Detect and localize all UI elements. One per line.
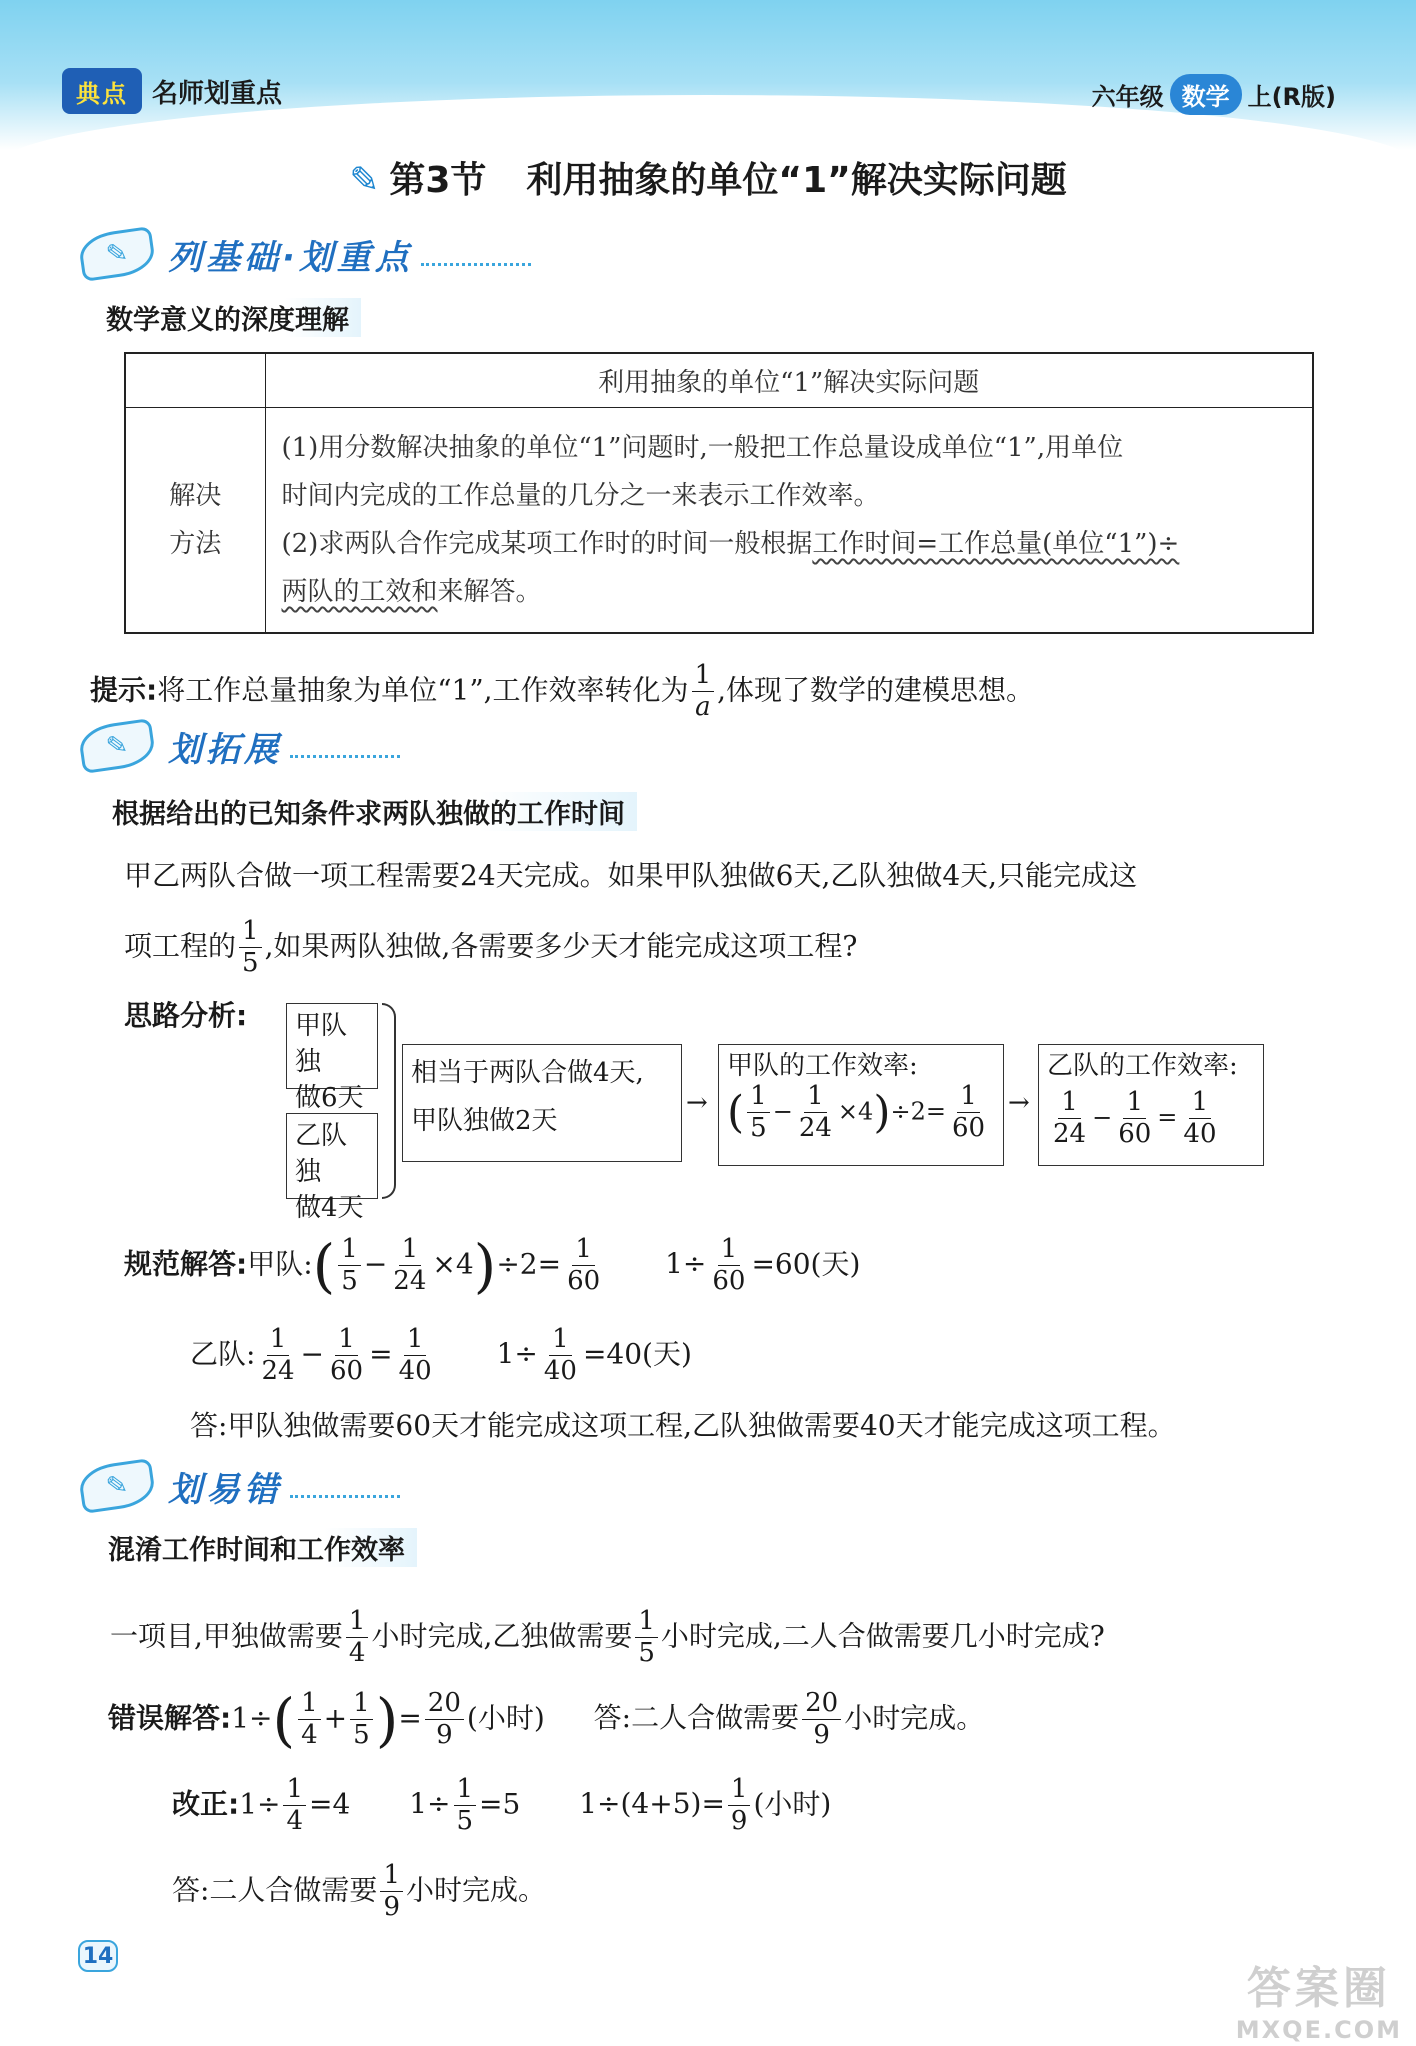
section-title-text: 利用抽象的单位“1”解决实际问题 [526, 160, 1067, 201]
table-body [265, 407, 1313, 633]
section-title [0, 152, 1416, 203]
bar-extension-label: 划拓展 [168, 729, 282, 770]
method-formula-part2: 两队的工效和 [281, 576, 438, 607]
table-side-label [125, 407, 265, 633]
tip-text: 将工作总量抽象为单位“1”,工作效率转化为 [157, 673, 689, 707]
table-corner [125, 353, 265, 407]
edition-label: 上(R版) [1247, 83, 1336, 111]
brand-logo: 典点 [62, 68, 142, 114]
solution-line-a: 规范解答:甲队:( $\frac{1}{5}$ − $\frac{1}{24}$ ×4)÷2= $\frac{1}{60}$ 1÷ $\frac{1}{60}$ =60(天) [124, 1231, 861, 1300]
brace-connector [382, 1003, 396, 1199]
analysis-label: 思路分析: [124, 999, 248, 1032]
grade-label: 六年级 [1091, 83, 1164, 111]
brand-text: 名师划重点 [152, 78, 283, 109]
bar-mistakes [80, 1460, 400, 1512]
method-line4 [282, 568, 1299, 616]
box-team-b: 乙队独 做4天 [286, 1113, 378, 1199]
box-efficiency-a: 甲队的工作效率: ( $\frac{1}{5}$ − $\frac{1}{24}$ ×4)÷2= $\frac{1}{60}$ [718, 1044, 1004, 1166]
side-label-line2: 方法 [169, 528, 222, 559]
method-line3-prefix: (2)求两队合作完成某项工作时的时间一般根据 [281, 528, 813, 559]
notebook-icon: ✎ [77, 1458, 157, 1514]
table-header: 利用抽象的单位“1”解决实际问题 [265, 353, 1313, 407]
solution-line-b: 乙队: $\frac{1}{24}$ − $\frac{1}{60}$ = $\frac{1}{40}$ 1÷ $\frac{1}{40}$ =40(天) [190, 1324, 692, 1387]
section-number: 第3节 [389, 160, 487, 201]
mistakes-subheading: 混淆工作时间和工作效率 [108, 1528, 417, 1567]
method-line2: 时间内完成的工作总量的几分之一来表示工作效率。 [281, 480, 880, 511]
method-line4-suffix: 来解答。 [437, 576, 542, 607]
bar-extension [80, 720, 400, 772]
bar-basics [80, 228, 531, 280]
bar-tail [290, 734, 400, 758]
subject-badge: 数学 [1170, 74, 1242, 115]
basics-subheading: 数学意义的深度理解 [106, 298, 361, 337]
box-combined: 相当于两队合做4天, 甲队独做2天 [402, 1044, 682, 1162]
extension-subheading: 根据给出的已知条件求两队独做的工作时间 [112, 792, 637, 831]
brand [62, 66, 282, 116]
wrong-solution: 错误解答:1÷( $\frac{1}{4}$ + $\frac{1}{5}$ )= $\frac{20}{9}$ (小时) 答:二人合做需要 $\frac{20}{9}$ 小时完成。 [108, 1685, 985, 1754]
problem-line1: 甲乙两队合做一项工程需要24天完成。如果甲队独做6天,乙队独做4天,只能完成这 [124, 859, 1138, 892]
notebook-icon: ✎ [77, 226, 157, 282]
tip-label: 提示: [90, 673, 158, 707]
page-number: 14 [78, 1940, 118, 1972]
pen-icon: ✎ [349, 160, 380, 201]
tip-fraction: $\frac{1}{a}$ [692, 662, 715, 722]
notebook-icon: ✎ [77, 718, 157, 774]
arrow-icon: → [686, 1088, 708, 1118]
tip [90, 662, 1034, 722]
tip-end: ,体现了数学的建模思想。 [717, 673, 1035, 707]
method-line1: (1)用分数解决抽象的单位“1”问题时,一般把工作总量设成单位“1”,用单位 [281, 432, 1124, 463]
side-label-line1: 解决 [169, 480, 222, 511]
method-formula-part1: 工作时间=工作总量(单位“1”)÷ [812, 528, 1180, 559]
efficiency-a-formula: ( $\frac{1}{5}$ − $\frac{1}{24}$ ×4)÷2= $\frac{1}{60}$ [727, 1081, 986, 1144]
problem-line2: 项工程的 $\frac{1}{5}$ ,如果两队独做,各需要多少天才能完成这项工程? [124, 916, 858, 979]
method-line3 [282, 520, 1299, 568]
bar-tail [290, 1474, 400, 1498]
efficiency-b-formula: $\frac{1}{24}$ − $\frac{1}{60}$ = $\frac{1}{40}$ [1053, 1087, 1217, 1150]
bar-mistakes-label: 划易错 [168, 1469, 282, 1510]
bar-tail [421, 242, 531, 266]
corrected-solution: 改正:1÷ $\frac{1}{4}$ =4 1÷ $\frac{1}{5}$ =5 1÷(4+5)= $\frac{1}{9}$ (小时) [172, 1774, 832, 1837]
arrow-icon: → [1008, 1088, 1030, 1118]
problem-fraction: $\frac{1}{5}$ [239, 918, 262, 978]
grade-info [1092, 74, 1336, 115]
box-team-a: 甲队独 做6天 [286, 1003, 378, 1089]
bar-basics-label: 列基础·划重点 [168, 237, 413, 278]
knowledge-table [124, 352, 1314, 634]
box-efficiency-b: 乙队的工作效率: $\frac{1}{24}$ − $\frac{1}{60}$ = $\frac{1}{40}$ [1038, 1044, 1264, 1166]
extension-answer: 答:甲队独做需要60天才能完成这项工程,乙队独做需要40天才能完成这项工程。 [190, 1409, 1176, 1442]
final-answer: 答:二人合做需要 $\frac{1}{9}$ 小时完成。 [172, 1860, 546, 1923]
mistake-problem: 一项目,甲独做需要 $\frac{1}{4}$ 小时完成,乙独做需要 $\frac{1}{5}$ 小时完成,二人合做需要几小时完成? [110, 1606, 1105, 1669]
watermark-logo: 答案圈 MXQE.COM [1235, 1963, 1402, 2044]
